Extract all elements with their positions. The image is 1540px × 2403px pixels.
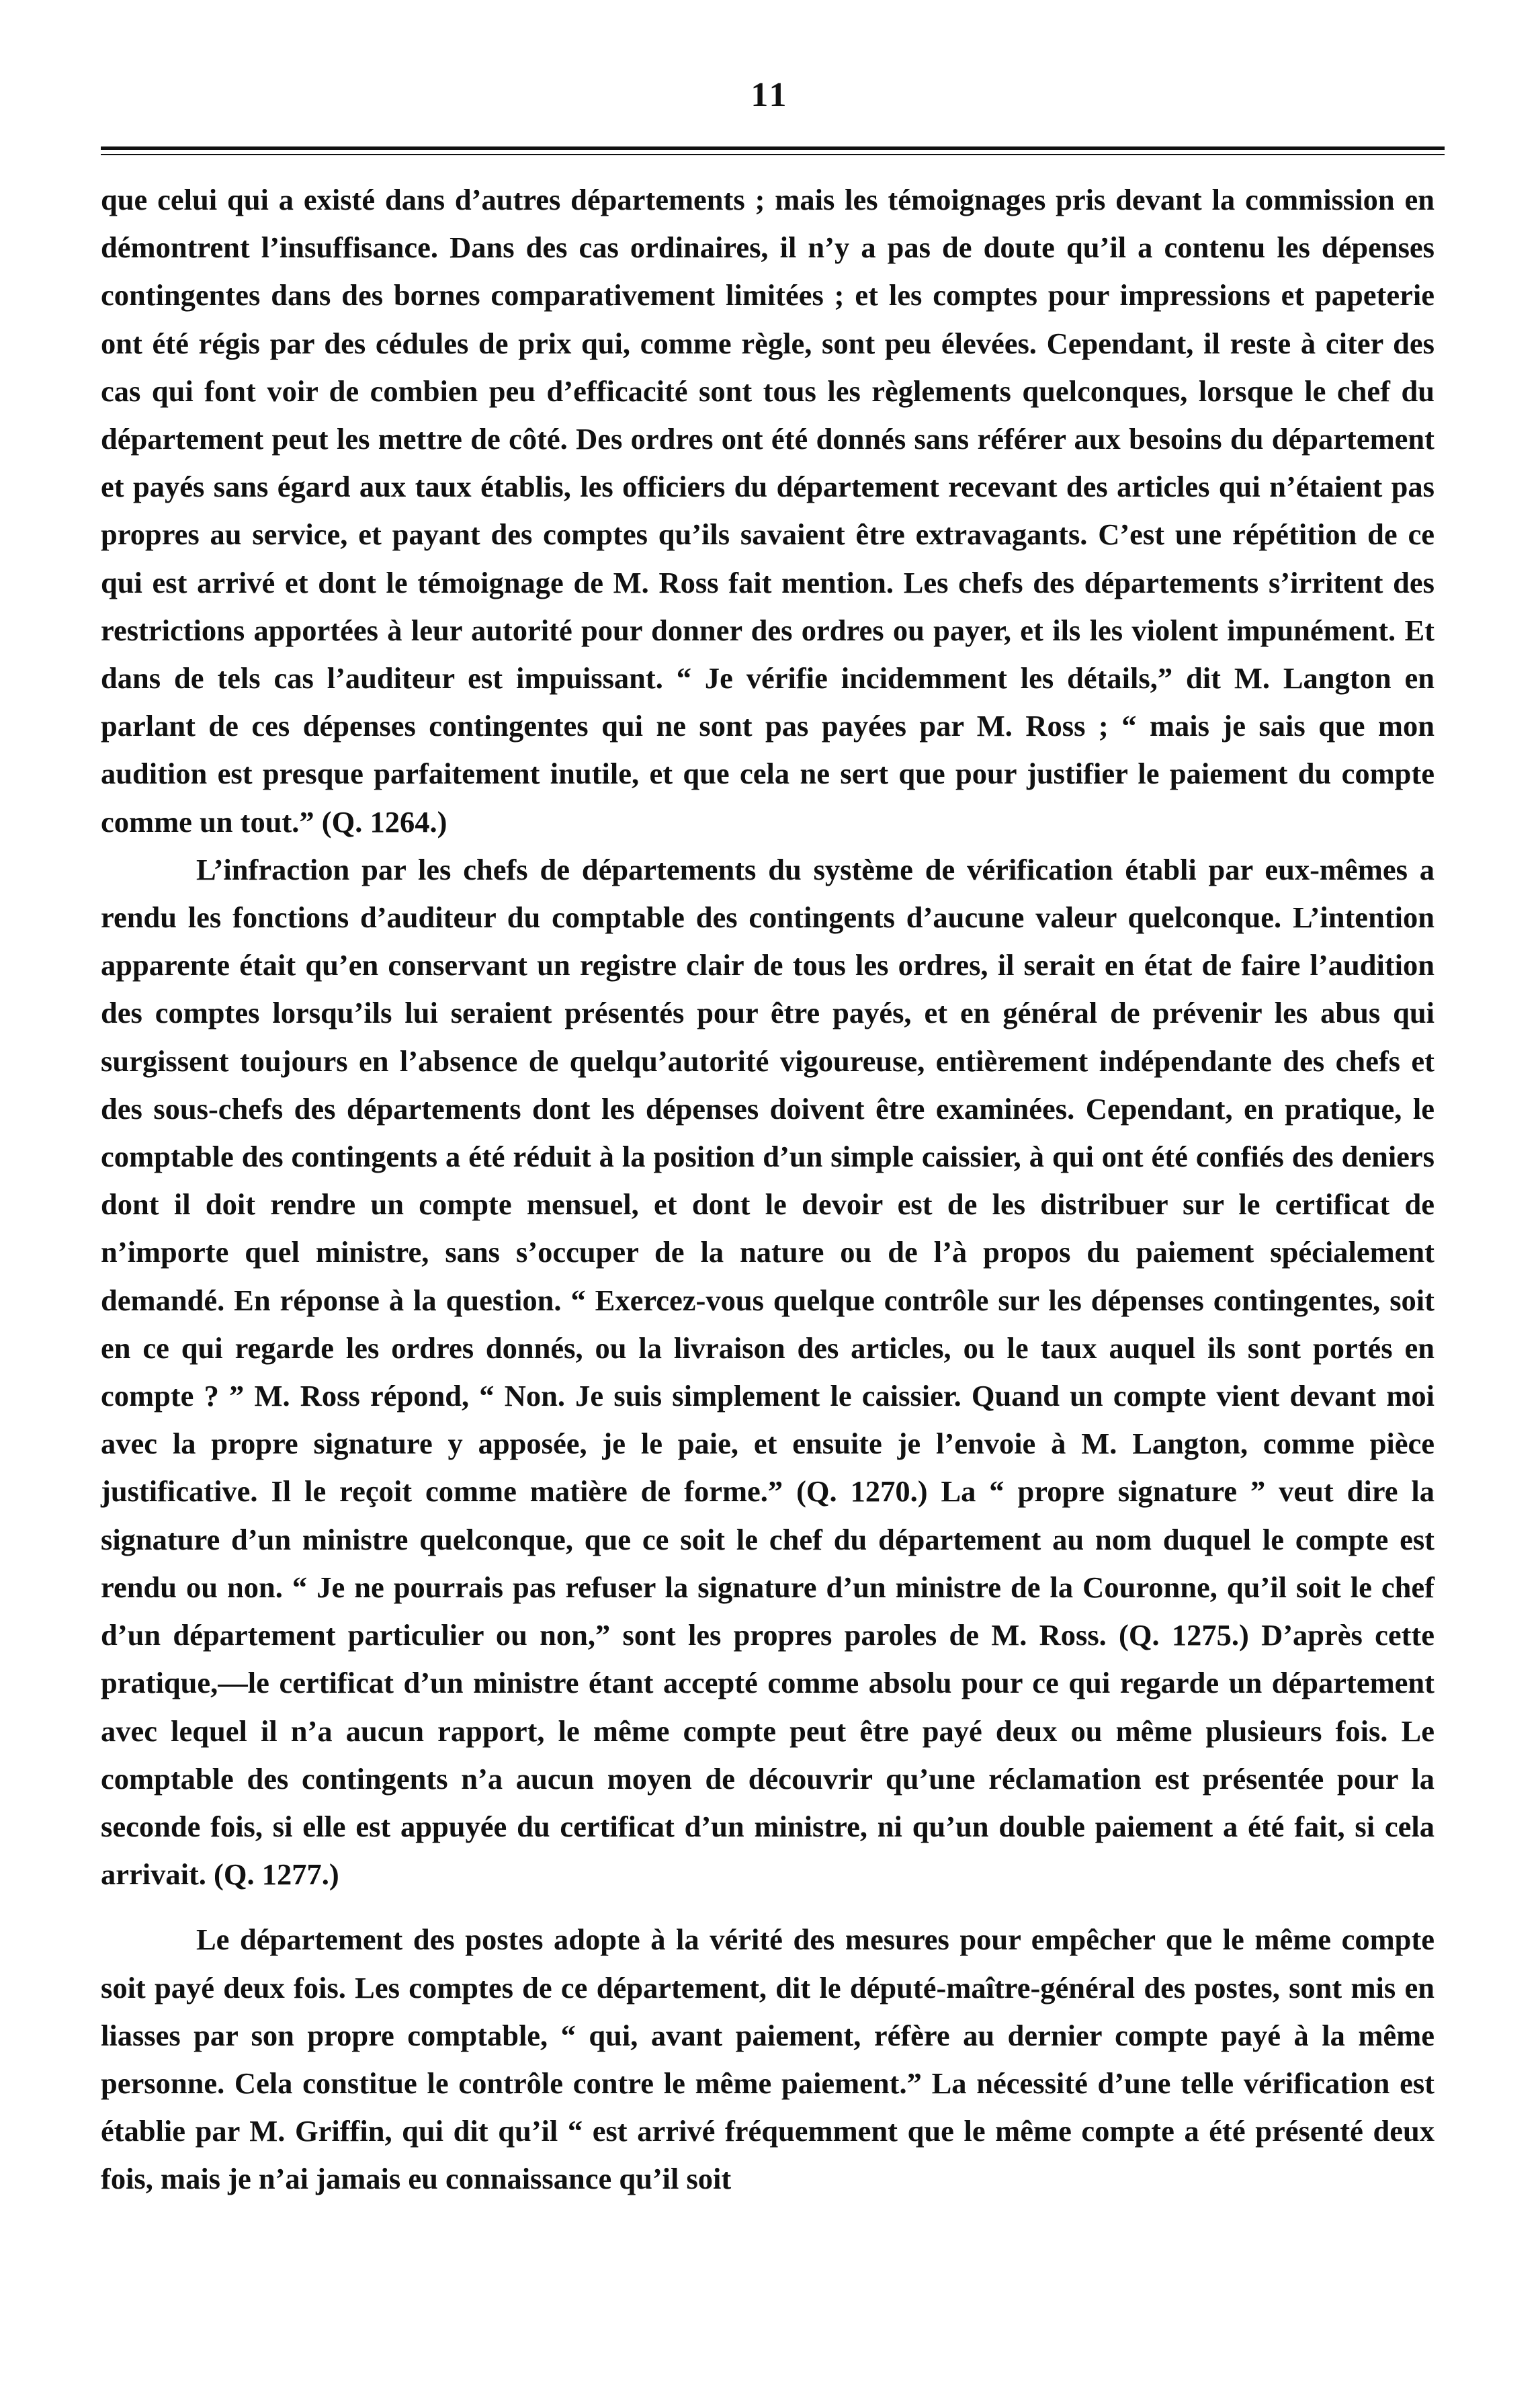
body-text xyxy=(101,176,1435,2203)
page-number: 11 xyxy=(751,76,789,114)
paragraph-3: Le département des postes adopte à la vérité des mesures pour empêcher que le même compte soit payé deux fois. Les comptes de ce département, dit le député-maître-général des postes, sont mis en liasses par son propre comptable, “ qui, avant paiement, réfère au dernier compte payé à la même personne. Cela constitue le contrôle contre le même paiement.” La nécessité d’une telle vérification est établie par M. Griffin, qui dit qu’il “ est arrivé fréquemment que le même compte a été présenté deux fois, mais je n’ai jamais eu connaissance qu’il soit xyxy=(101,1923,1435,2196)
paragraph-1: que celui qui a existé dans d’autres départements ; mais les témoignages pris devant la commission en démontrent l’insuffisance. Dans des cas ordinaires, il n’y a pas de doute qu’il a contenu les dépenses contingentes dans des bornes comparativement limitées ; et les comptes pour impressions et papeterie ont été régis par des cédules de prix qui, comme règle, sont peu élevées. Cependant, il reste à citer des cas qui font voir de combien peu d’efficacité sont tous les règlements quelconques, lorsque le chef du département peut les mettre de côté. Des ordres ont été donnés sans référer aux besoins du département et payés sans égard aux taux établis, les officiers du département recevant des articles qui n’étaient pas propres au service, et payant des comptes qu’ils savaient être extravagants. C’est une répétition de ce qui est arrivé et dont le témoignage de M. Ross fait mention. Les chefs des départements s’irritent des restrictions apportées à leur autorité pour donner des ordres ou payer, et ils les violent impunément. Et dans de tels cas l’auditeur est impuissant. “ Je vérifie incidemment les détails,” dit M. Langton en parlant de ces dépenses contingentes qui ne sont pas payées par M. Ross ; “ mais je sais que mon audition est presque parfaitement inutile, et que cela ne sert que pour justifier le paiement du compte comme un tout.” (Q. 1264.) xyxy=(101,183,1435,839)
paragraph-2: L’infraction par les chefs de départements du système de vérification établi par eux-mêmes a rendu les fonctions d’auditeur du comptable des contingents d’aucune valeur quelconque. L’intention apparente était qu’en conservant un registre clair de tous les ordres, il serait en état de faire l’audition des comptes lorsqu’ils lui seraient présentés pour être payés, et en général de prévenir les abus qui surgissent toujours en l’absence de quelqu’autorité vigoureuse, entièrement indépendante des chefs et des sous-chefs des départements dont les dépenses doivent être examinées. Cependant, en pratique, le comptable des contingents a été réduit à la position d’un simple caissier, à qui ont été confiés des deniers dont il doit rendre un compte mensuel, et dont le devoir est de les distribuer sur le certificat de n’importe quel ministre, sans s’occuper de la nature ou de l’à propos du paiement spécialement demandé. En réponse à la question. “ Exercez-vous quelque contrôle sur les dépenses contingentes, soit en ce qui regarde les ordres donnés, ou la livraison des articles, ou le taux auquel ils sont portés en compte ? ” M. Ross répond, “ Non. Je suis simplement le caissier. Quand un compte vient devant moi avec la propre signature y apposée, je le paie, et ensuite je l’envoie à M. Langton, comme pièce justificative. Il le reçoit comme matière de forme.” (Q. 1270.) La “ propre signature ” veut dire la signature d’un ministre quelconque, que ce soit le chef du département au nom duquel le compte est rendu ou non. “ Je ne pourrais pas refuser la signature d’un ministre de la Couronne, qu’il soit le chef d’un département particulier ou non,” sont les propres paroles de M. Ross. (Q. 1275.) D’après cette pratique,—le certificat d’un ministre étant accepté comme absolu pour ce qui regarde un département avec lequel il n’a aucun rapport, le même compte peut être payé deux ou même plusieurs fois. Le comptable des contingents n’a aucun moyen de découvrir qu’une réclamation est présentée pour la seconde fois, si elle est appuyée du certificat d’un ministre, ni qu’un double paiement a été fait, si cela arrivait. (Q. 1277.) xyxy=(101,852,1435,1892)
header-rule-thick xyxy=(101,146,1445,150)
header-rule-thin xyxy=(101,154,1445,155)
